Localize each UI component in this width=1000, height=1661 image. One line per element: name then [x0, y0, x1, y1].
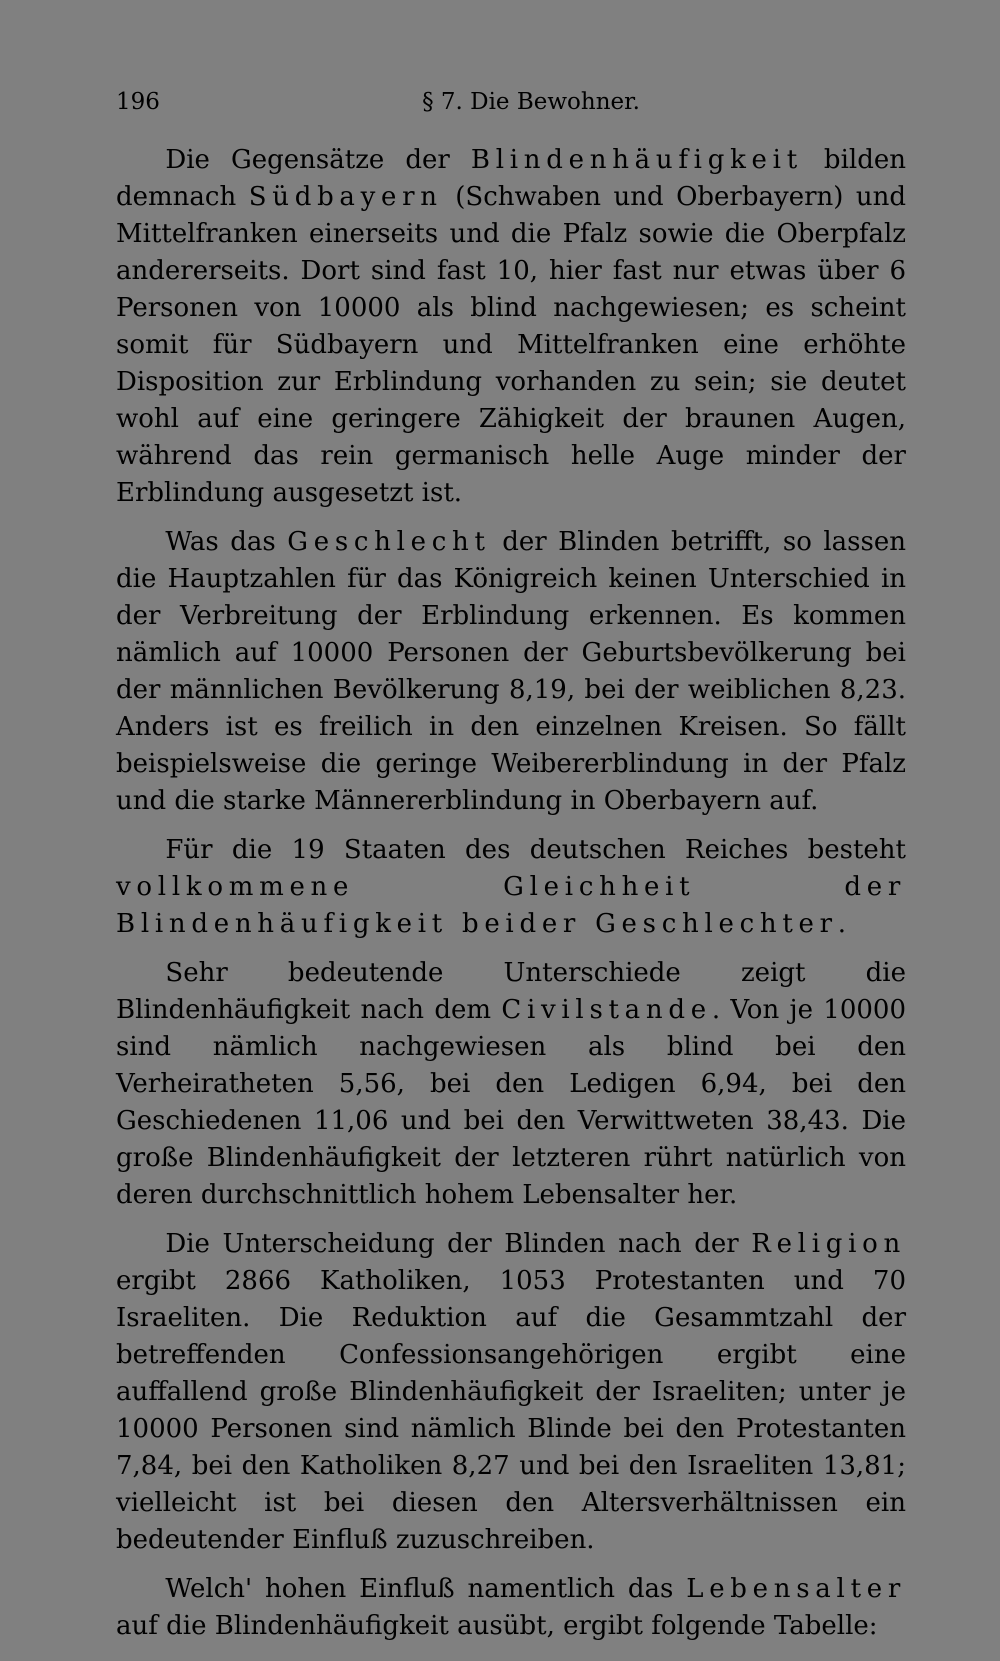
paragraph [116, 142, 906, 512]
paragraph [116, 832, 906, 943]
text-segment: (Schwaben und Oberbayern) und Mittelfranken einerseits und die Pfalz sowie die Oberpfalz andererseits. Dort sind fast 10, hier fast nur etwas über 6 Personen von 10000 als blind nachgewiesen; es scheint somit für Südbayern und Mittelfranken eine erhöhte Disposition zur Erblindung vorhanden zu sein; sie deutet wohl auf eine geringere Zähigkeit der braunen Augen, während das rein germanisch helle Auge minder der Erblindung ausgesetzt ist. [116, 182, 906, 508]
emphasized-text: Religion [751, 1229, 906, 1259]
text-segment: Welch' hohen Einfluß namentlich das [165, 1574, 687, 1604]
page-number: 196 [116, 89, 160, 115]
body-text [116, 142, 906, 1645]
text-segment: . [837, 909, 847, 939]
text-segment: Sehr bedeutende Unterschiede zeigt die Blindenhäufigkeit nach dem [116, 958, 906, 1025]
emphasized-text: Lebensalter [686, 1574, 906, 1604]
emphasized-text: Geschlecht [287, 527, 491, 557]
text-segment: auf die Blindenhäufigkeit ausübt, ergibt folgende Tabelle: [116, 1611, 878, 1641]
emphasized-text: Südbayern [248, 182, 443, 212]
text-segment: Die Gegensätze der [165, 145, 471, 175]
paragraph [116, 1226, 906, 1559]
text-segment: Die Unterscheidung der Blinden nach der [165, 1229, 752, 1259]
emphasized-text: vollkommene Gleichheit der Blindenhäufigkeit beider Geschlechter [116, 872, 906, 939]
paragraph [116, 524, 906, 820]
section-title: § 7. Die Bewohner. [422, 89, 640, 115]
emphasized-text: Civilstande [501, 995, 712, 1025]
text-segment: . Von je 10000 sind nämlich nachgewiesen als blind bei den Verheiratheten 5,56, bei den Ledigen 6,94, bei den Geschiedenen 11,06 und bei den Verwittweten 38,43. Die große Blindenhäufigkeit der letzteren rührt natürlich von deren durchschnittlich hohem Lebensalter her. [116, 995, 906, 1210]
paragraph [116, 1571, 906, 1645]
text-segment: ergibt 2866 Katholiken, 1053 Protestanten und 70 Israeliten. Die Reduktion auf die Gesammtzahl der betreffenden Confessionsangehörigen ergibt eine auffallend große Blindenhäufigkeit der Israeliten; unter je 10000 Personen sind nämlich Blinde bei den Protestanten 7,84, bei den Katholiken 8,27 und bei den Israeliten 13,81; vielleicht ist bei diesen den Altersverhältnissen ein bedeutender Einfluß zuzuschreiben. [116, 1266, 906, 1555]
emphasized-text: Blindenhäufigkeit [470, 145, 803, 175]
text-segment: Was das [165, 527, 288, 557]
text-segment: bilden demnach [116, 145, 906, 212]
paragraph [116, 955, 906, 1214]
running-head [116, 82, 906, 122]
text-segment: der Blinden betrifft, so lassen die Hauptzahlen für das Königreich keinen Unterschied in der Verbreitung der Erblindung erkennen. Es kommen nämlich auf 10000 Personen der Geburtsbevölkerung bei der männlichen Bevölkerung 8,19, bei der weiblichen 8,23. Anders ist es freilich in den einzelnen Kreisen. So fällt beispielsweise die geringe Weibererblindung in der Pfalz und die starke Männererblindung in Oberbayern auf. [116, 527, 907, 816]
text-segment: Für die 19 Staaten des deutschen Reiches besteht [165, 835, 906, 865]
